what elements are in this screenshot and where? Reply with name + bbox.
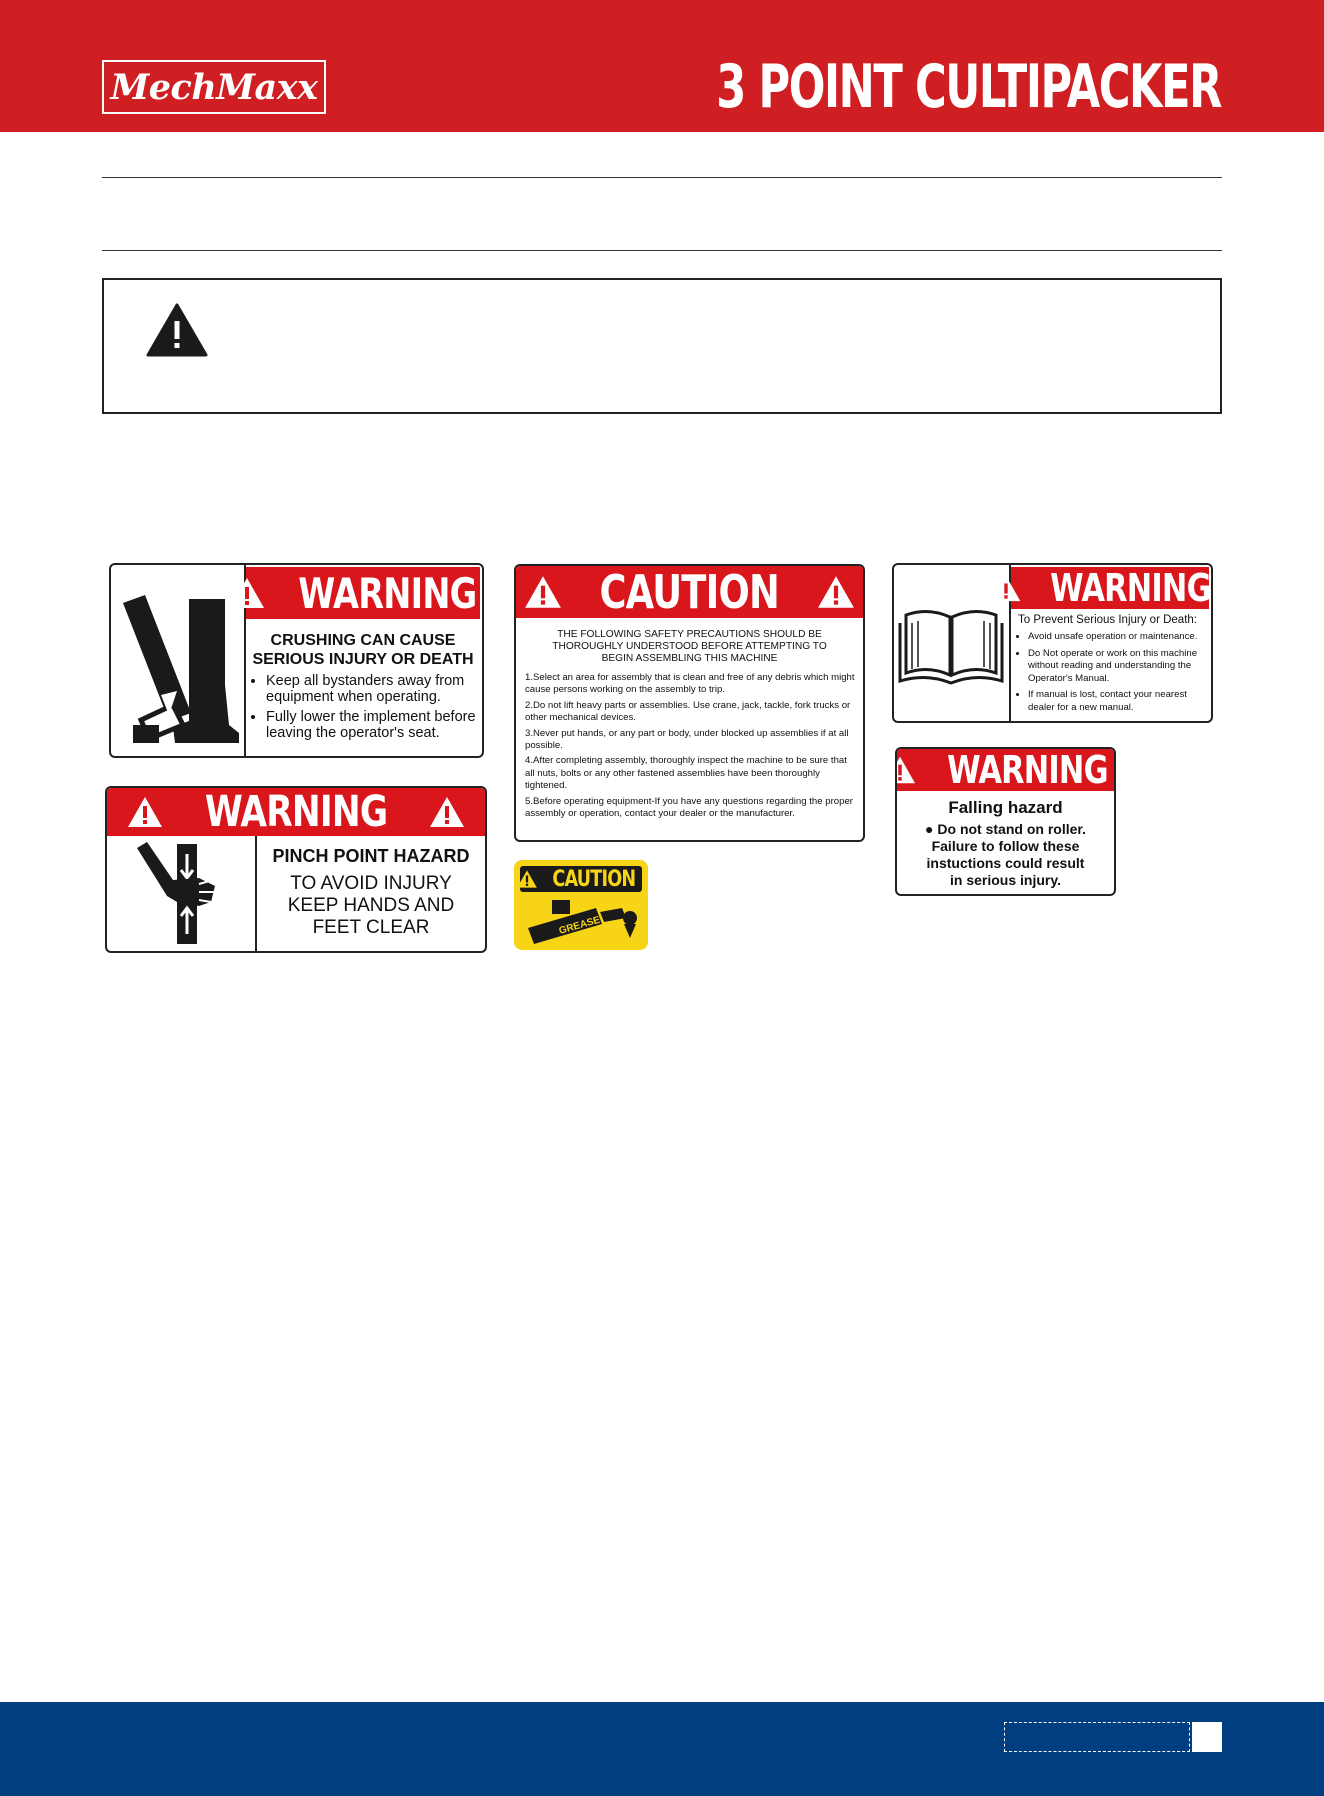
list-item: 2.Do not lift heavy parts or assemblies. Use crane, jack, tackle, fork trucks or other mechanical devices. xyxy=(525,699,851,724)
list-item: 5.Before operating equipment-If you have any questions regarding the proper assembly or operation, contact your dealer or the manufacturer. xyxy=(525,795,854,820)
warning-triangle-icon xyxy=(146,302,208,358)
decal-body xyxy=(257,873,485,939)
operator-manual-warning-decal xyxy=(892,563,1213,723)
pinch-point-warning-decal xyxy=(105,786,487,953)
grease-gun-icon xyxy=(522,894,640,946)
decal-heading xyxy=(516,629,863,665)
heading-line: BEGIN ASSEMBLING THIS MACHINE xyxy=(601,653,778,664)
body-line: TO AVOID INJURY xyxy=(290,873,452,894)
pinch-hand-icon xyxy=(107,836,257,951)
list-item: • Avoid unsafe operation or maintenance. xyxy=(1028,631,1207,644)
heading-line: THOROUGHLY UNDERSTOOD BEFORE ATTEMPTING TO xyxy=(552,641,827,652)
signal-word: WARNING xyxy=(1049,566,1211,610)
warning-triangle-icon xyxy=(428,795,466,829)
body-line: ● Do not stand on roller. xyxy=(925,821,1086,837)
heading-line: THE FOLLOWING SAFETY PRECAUTIONS SHOULD BE xyxy=(557,629,822,640)
warning-triangle-icon xyxy=(126,795,164,829)
body-line: Failure to follow these xyxy=(931,838,1080,854)
safety-notice-box xyxy=(102,278,1222,414)
brand-logo: MechMaxx xyxy=(102,60,326,114)
warning-triangle-icon xyxy=(816,574,856,610)
signal-word: WARNING xyxy=(204,787,388,837)
decal-list xyxy=(525,672,855,823)
list-item: • If manual is lost, contact your nearest dealer for a new manual. xyxy=(1028,689,1207,714)
signal-word: CAUTION xyxy=(552,866,636,892)
crushing-warning-decal xyxy=(109,563,484,758)
body-line: KEEP HANDS AND xyxy=(287,895,455,916)
grease-gun-label: GREASE xyxy=(557,914,602,937)
warning-triangle-icon xyxy=(516,869,538,889)
list-item: 4.After completing assembly, thoroughly inspect the machine to be sure that all nuts, bolts or any other fastened assemblies have been thoroughly tightened. xyxy=(525,755,847,792)
list-item: • Keep all bystanders away from equipment when operating. xyxy=(266,673,478,705)
assembly-caution-decal xyxy=(514,564,865,842)
list-item: • Do Not operate or work on this machine without reading and understanding the Operator's Manual. xyxy=(1028,648,1207,686)
decal-heading xyxy=(246,631,480,669)
body-line: in serious injury. xyxy=(950,872,1061,888)
signal-word: CAUTION xyxy=(599,565,780,619)
page-number-box xyxy=(1192,1722,1222,1752)
decal-body xyxy=(897,821,1114,889)
heading-line: CRUSHING CAN CAUSE xyxy=(270,632,456,649)
body-line: instuctions could result xyxy=(926,855,1085,871)
divider-bottom xyxy=(102,250,1222,251)
decal-heading: To Prevent Serious Injury or Death: xyxy=(1018,614,1197,626)
heading-line: SERIOUS INJURY OR DEATH xyxy=(252,651,474,668)
warning-triangle-icon xyxy=(990,574,1022,603)
falling-hazard-warning-decal xyxy=(895,747,1116,896)
grease-caution-decal xyxy=(514,860,648,950)
warning-triangle-icon xyxy=(523,574,563,610)
body-line: FEET CLEAR xyxy=(312,917,430,938)
signal-word: WARNING xyxy=(947,748,1108,792)
decal-list xyxy=(1018,631,1207,718)
list-item: 1.Select an area for assembly that is clean and free of any debris which might cause persons working on the assembly to trip. xyxy=(525,672,855,696)
page-label-box xyxy=(1004,1722,1190,1752)
list-item: • Fully lower the implement before leaving the operator's seat. xyxy=(266,709,478,741)
signal-word: WARNING xyxy=(297,568,477,618)
warning-triangle-icon xyxy=(895,755,917,785)
decal-heading: PINCH POINT HAZARD xyxy=(272,846,470,866)
divider-top xyxy=(102,177,1222,178)
warning-triangle-icon xyxy=(228,576,266,610)
page-title: 3 POINT CULTIPACKER xyxy=(716,52,1221,122)
decal-list xyxy=(248,673,478,745)
crushed-foot-icon xyxy=(111,565,246,756)
list-item: 3.Never put hands, or any part or body, under blocked up assemblies if at all possible. xyxy=(525,727,849,752)
page-header xyxy=(0,0,1324,132)
decal-heading: Falling hazard xyxy=(948,798,1063,817)
